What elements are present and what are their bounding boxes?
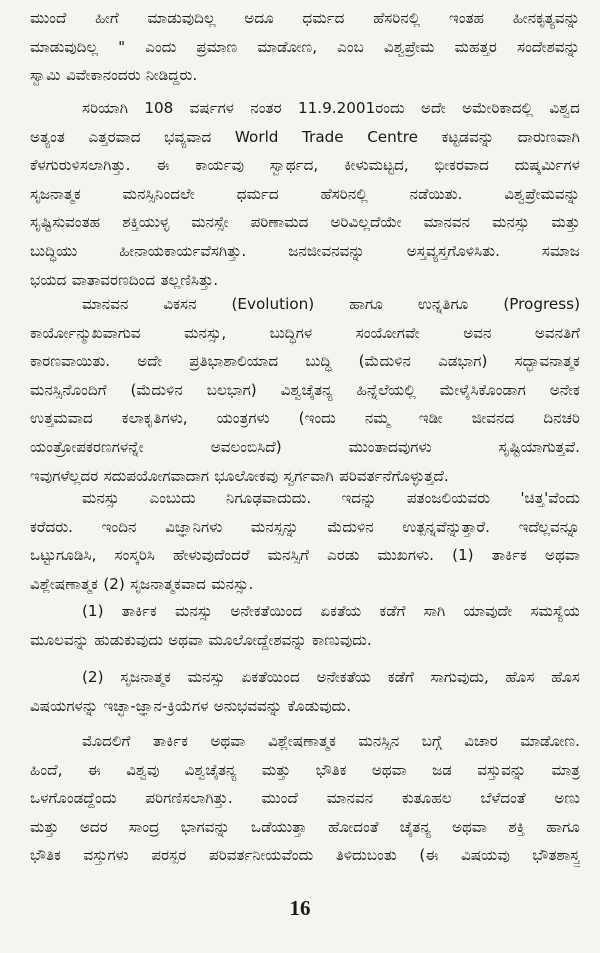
text-line: ಭಯದ ವಾತಾವರಣದಿಂದ ತಲ್ಲಣಿಸಿತ್ತು. [30,270,219,289]
text-line: ಒಟ್ಟುಗೂಡಿಸಿ, ಸಂಸ್ಕರಿಸಿ ಹೇಳುವುದೆಂದರೆ ಮನಸ್ಸಿಗೆ ಎರಡು ಮುಖಗಳು. (1) ತಾರ್ಕಿಕ ಅಥವಾ [30,546,580,565]
paragraph-6 [0,663,600,720]
text-line: (2) ಸೃಜನಾತ್ಮಕ ಮನಸ್ಸು ಏಕತೆಯಿಂದ ಅನೇಕತೆಯ ಕಡೆಗೆ ಸಾಗುವುದು, ಹೊಸ ಹೊಸ [82,668,580,686]
text-line: ಒಳಗೊಂಡದ್ದೆಂದು ಪರಿಗಣಿಸಲಾಗಿತ್ತು. ಮುಂದೆ ಮಾನವನ ಕುತೂಹಲ ಬೆಳೆದಂತೆ ಅಣು [30,789,580,808]
text-line: ಸೃಜನಾತ್ಮಕ ಮನಸ್ಸಿನಿಂದಲೇ ಧರ್ಮದ ಹೆಸರಿನಲ್ಲಿ ನಡೆಯಿತು. ವಿಶ್ವಪ್ರೇಮವನ್ನು [30,184,580,203]
text-line: ಕಾರಣವಾಯಿತು. ಅದೇ ಪ್ರತಿಭಾಶಾಲಿಯಾದ ಬುದ್ಧಿ (ಮೆದುಳಿನ ಎಡಭಾಗ) ಸದ್ಭಾವನಾತ್ಮಕ [30,352,580,371]
text-line: ಅತ್ಯಂತ ಎತ್ತರವಾದ ಭವ್ಯವಾದ World Trade Centre ಕಟ್ಟಡವನ್ನು ದಾರುಣವಾಗಿ [30,127,580,146]
text-line: ಸೃಷ್ಟಿಸುವಂತಹ ಶಕ್ತಿಯುಳ್ಳ ಮನಸ್ಸೇ ಪರಿಣಾಮದ ಅರಿವಿಲ್ಲದೆಯೇ ಮಾನವನ ಮನಸ್ಸು ಮತ್ತು [30,213,580,232]
text-line: ಮನಸ್ಸು ಎಂಬುದು ನಿಗೂಢವಾದುದು. ಇದನ್ನು ಪತಂಜಲಿಯವರು 'ಚಿತ್ತ'ವೆಂದು [82,489,580,507]
paragraph-4 [0,484,600,598]
text-line: ಕೆಳಗುರುಳಿಸಲಾಗಿತ್ತು. ಈ ಕಾರ್ಯವು ಸ್ವಾರ್ಥದ, ಕೀಳುಮಟ್ಟದ, ಭೀಕರವಾದ ದುಷ್ಕರ್ಮಿಗಳ [30,156,580,175]
page-number: 16 [289,896,311,920]
text-line: ಭೌತಿಕ ವಸ್ತುಗಳು ಪರಸ್ಪರ ಪರಿವರ್ತನೀಯವೆಂದು ತಿಳಿದುಬಂತು (ಈ ವಿಷಯವು ಭೌತಶಾಸ್ತ್ರ [30,846,580,865]
paragraph-3 [0,290,600,490]
text-line: ಹಿಂದೆ, ಈ ವಿಶ್ವವು ವಿಶ್ವಚೈತನ್ಯ ಮತ್ತು ಭೌತಿಕ ಅಥವಾ ಜಡ ವಸ್ತುವನ್ನು ಮಾತ್ರ [30,760,580,779]
text-line: ಯಂತ್ರೋಪಕರಣಗಳನ್ನೇ ಅವಲಂಬಿಸಿದೆ) ಮುಂತಾದವುಗಳು ಸೃಷ್ಟಿಯಾಗುತ್ತವೆ. [30,437,580,456]
text-line: ಮಾಡುವುದಿಲ್ಲ " ಎಂದು ಪ್ರಮಾಣ ಮಾಡೋಣ, ಎಂಬ ವಿಶ್ವಪ್ರೇಮ ಮಹತ್ತರ ಸಂದೇಶವನ್ನು [30,37,580,56]
text-line: ಮೊದಲಿಗೆ ತಾರ್ಕಿಕ ಅಥವಾ ವಿಶ್ಲೇಷಣಾತ್ಮಕ ಮನಸ್ಸಿನ ಬಗ್ಗೆ ವಿಚಾರ ಮಾಡೋಣ. [82,732,580,750]
text-line: ಕಾರ್ಯೋನ್ಮುಖವಾಗುವ ಮನಸ್ಸು, ಬುದ್ಧಿಗಳ ಸಂಯೋಗವೇ ಅವನ ಅವನತಿಗೆ [30,323,580,342]
text-line: ಉತ್ತಮವಾದ ಕಲಾಕೃತಿಗಳು, ಯಂತ್ರಗಳು (ಇಂದು ನಮ್ಮ ಇಡೀ ಜೀವನದ ದಿನಚರಿ [30,409,580,428]
paragraph-1 [0,4,600,90]
text-line: ಸರಿಯಾಗಿ 108 ವರ್ಷಗಳ ನಂತರ 11.9.2001ರಂದು ಅದೇ ಅಮೇರಿಕಾದಲ್ಲಿ ವಿಶ್ವದ [82,99,580,117]
paragraph-5 [0,597,600,654]
text-line: ಬುದ್ಧಿಯು ಹೀನಾಯಕಾರ್ಯವೆಸಗಿತ್ತು. ಜನಜೀವನವನ್ನು ಅಸ್ತವ್ಯಸ್ತಗೊಳಿಸಿತು. ಸಮಾಜ [30,241,580,260]
text-line: ಇವುಗಳೆಲ್ಲದರ ಸದುಪಯೋಗವಾದಾಗ ಭೂಲೋಕವು ಸ್ವರ್ಗವಾಗಿ ಪರಿವರ್ತನೆಗೊಳ್ಳುತ್ತದೆ. [30,466,449,485]
paragraph-2 [0,94,600,294]
text-line: (1) ತಾರ್ಕಿಕ ಮನಸ್ಸು ಅನೇಕತೆಯಿಂದ ಏಕತೆಯ ಕಡೆಗೆ ಸಾಗಿ ಯಾವುದೇ ಸಮಸ್ಯೆಯ [82,602,580,620]
text-line: ವಿಷಯಗಳನ್ನು ಇಚ್ಛಾ-ಜ್ಞಾನ-ಕ್ರಿಯೆಗಳ ಅನುಭವವನ್ನು ಕೊಡುವುದು. [30,696,352,715]
text-line: ಮತ್ತು ಅದರ ಸಾಂದ್ರ ಭಾಗವನ್ನು ಒಡೆಯುತ್ತಾ ಹೋದಂತೆ ಚೈತನ್ಯ ಅಥವಾ ಶಕ್ತಿ ಹಾಗೂ [30,817,580,836]
text-line: ಮುಂದೆ ಹೀಗೆ ಮಾಡುವುದಿಲ್ಲ ಅದೂ ಧರ್ಮದ ಹೆಸರಿನಲ್ಲಿ ಇಂತಹ ಹೀನಕೃತ್ಯವನ್ನು [30,9,580,27]
text-line: ಮನಸ್ಸಿನೊಂದಿಗೆ (ಮೆದುಳಿನ ಬಲಭಾಗ) ವಿಶ್ವಚೈತನ್ಯ ಹಿನ್ನೆಲೆಯಲ್ಲಿ ಮೇಳೈಸಿಕೊಂಡಾಗ ಅನೇಕ [30,380,580,399]
text-line: ಸ್ವಾಮಿ ವಿವೇಕಾನಂದರು ನೀಡಿದ್ದರು. [30,66,198,85]
paragraph-7 [0,727,600,870]
text-line: ವಿಶ್ಲೇಷಣಾತ್ಮಕ (2) ಸೃಜನಾತ್ಮಕವಾದ ಮನಸ್ಸು. [30,574,254,593]
text-line: ಕರೆದರು. ಇಂದಿನ ವಿಜ್ಞಾನಿಗಳು ಮನಸ್ಸನ್ನು ಮೆದುಳಿನ ಉತ್ಪನ್ನವೆನ್ನುತ್ತಾರೆ. ಇದೆಲ್ಲವನ್ನೂ [30,517,580,536]
text-line: ಮೂಲವನ್ನು ಹುಡುಕುವುದು ಅಥವಾ ಮೂಲೋದ್ದೇಶವನ್ನು ಕಾಣುವುದು. [30,630,372,649]
text-line: ಮಾನವನ ವಿಕಸನ (Evolution) ಹಾಗೂ ಉನ್ನತಿಗೂ (Progress) [82,295,580,313]
